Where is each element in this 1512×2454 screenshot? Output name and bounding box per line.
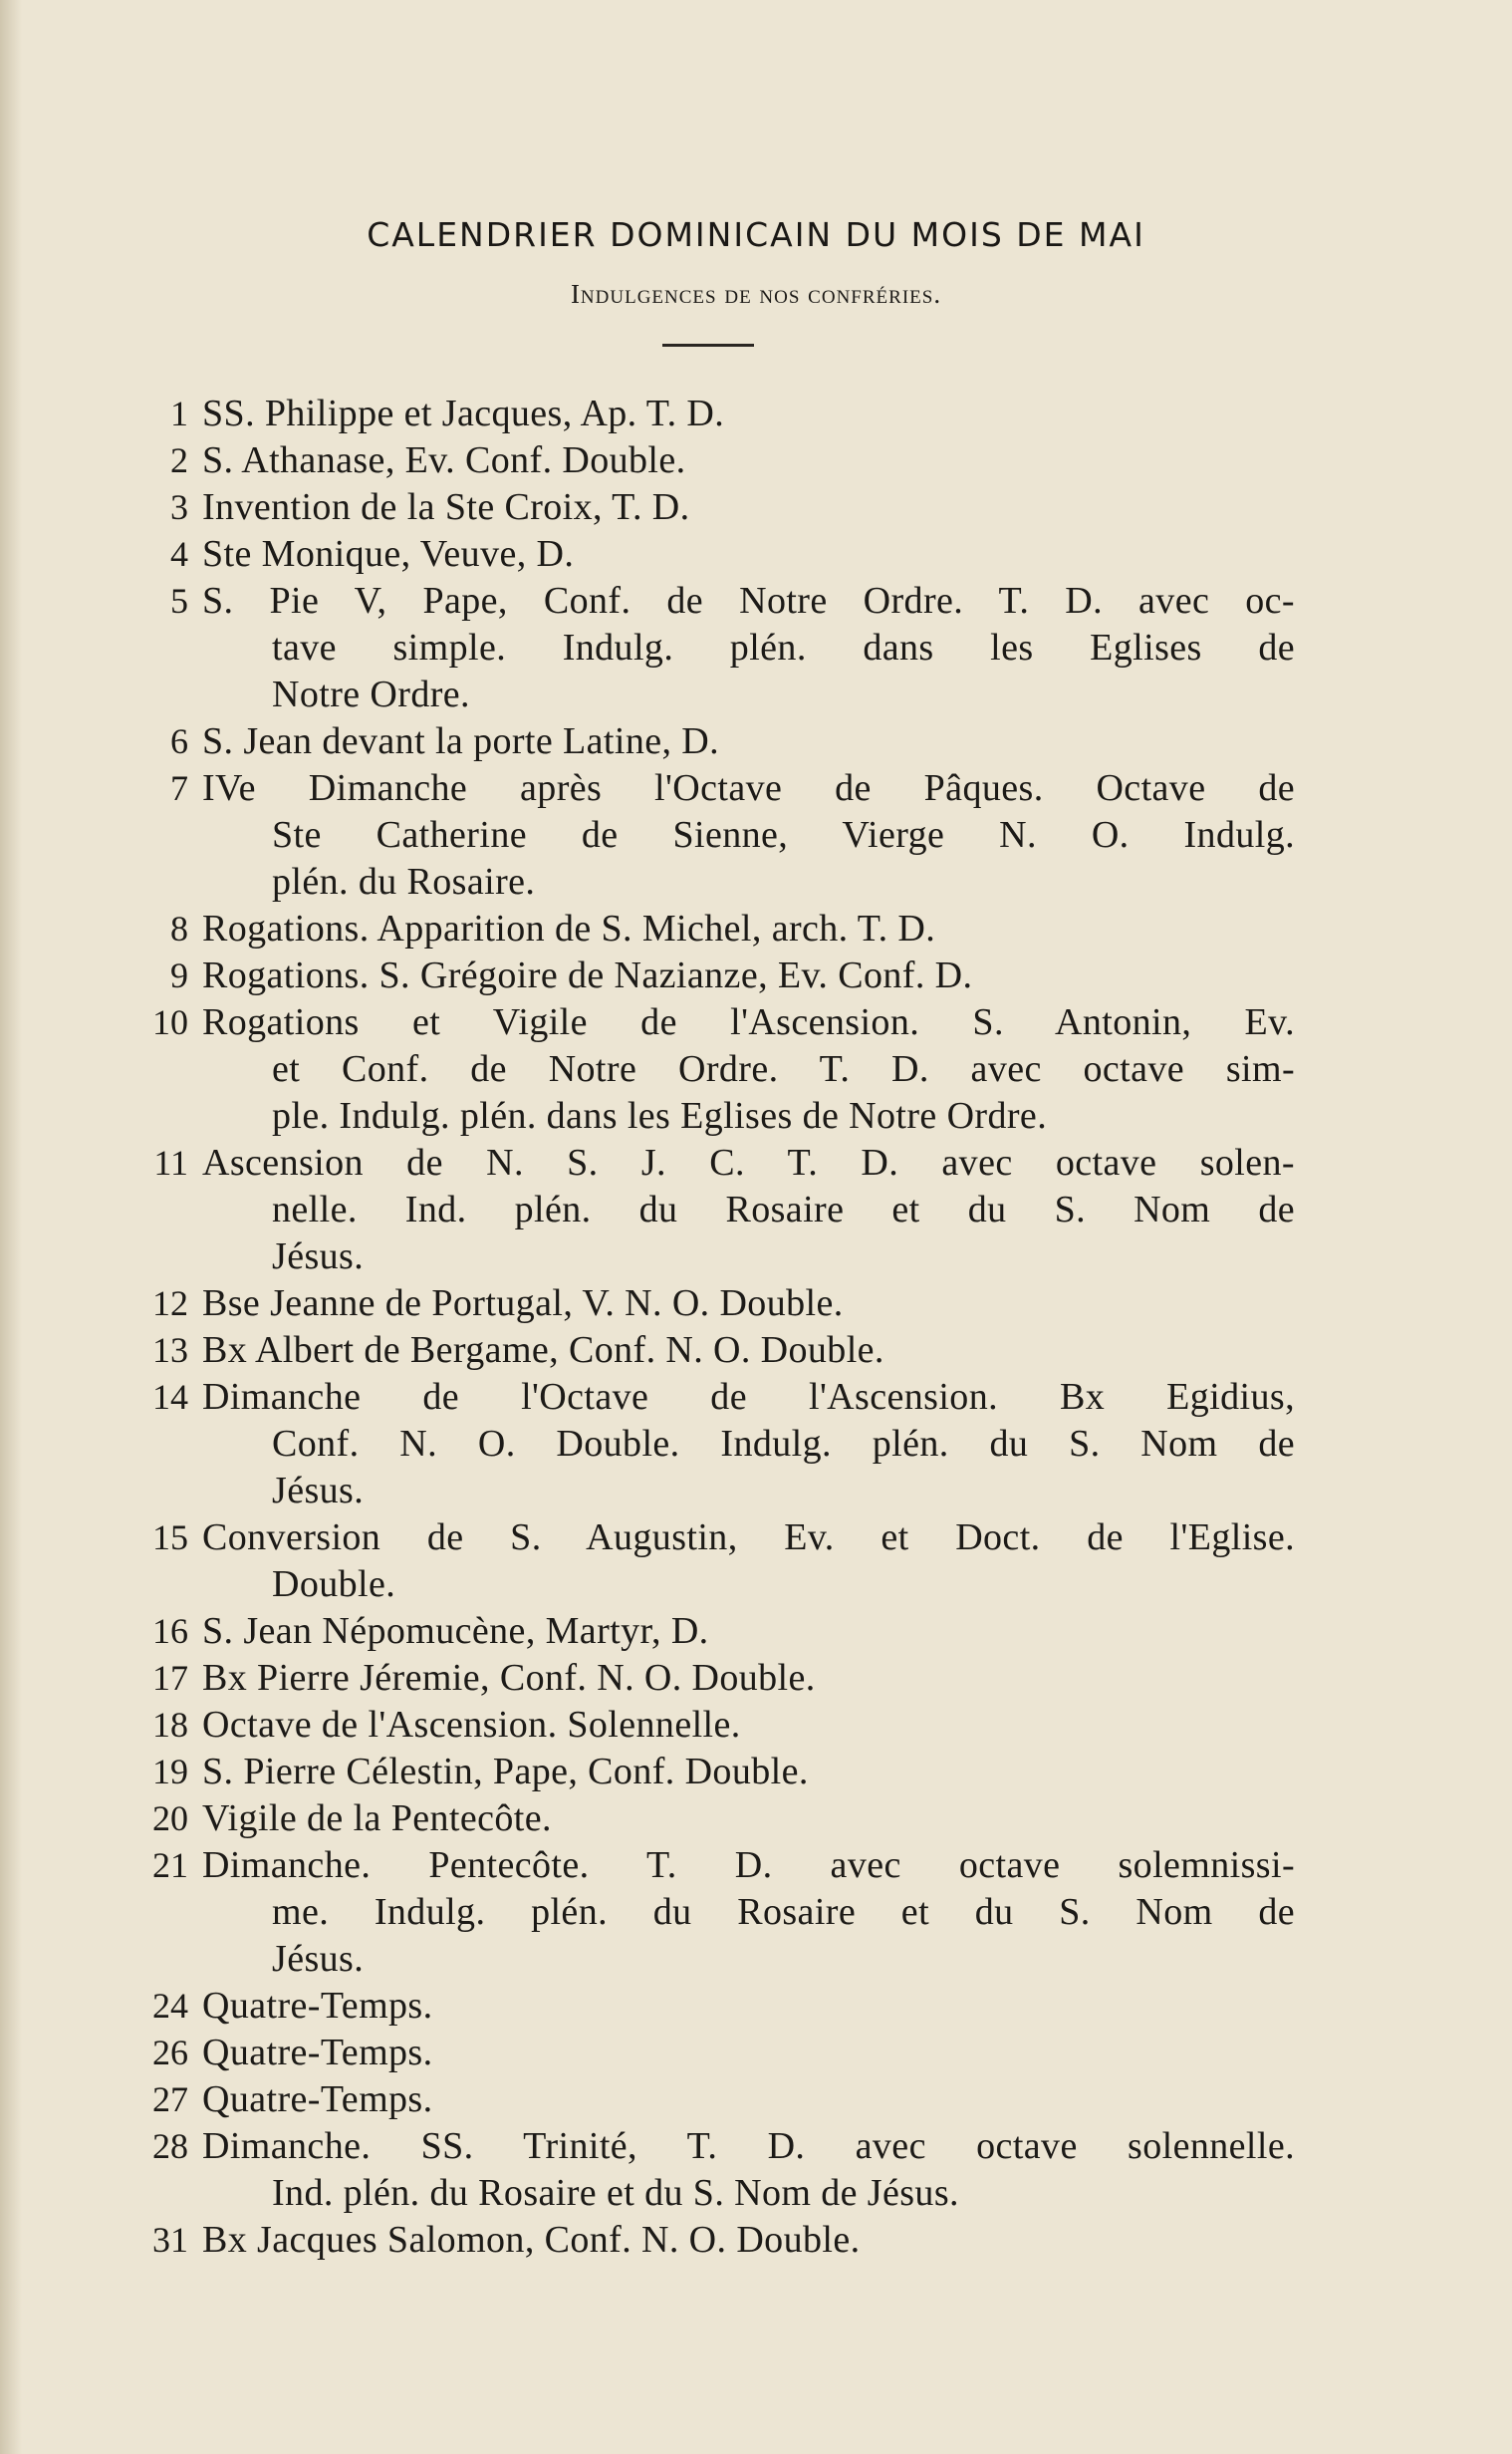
entry-text-line: et Conf. de Notre Ordre. T. D. avec octave sim- xyxy=(272,1048,1295,1090)
entry-text-line: Notre Ordre. xyxy=(272,674,470,715)
entry-day: 27 xyxy=(152,2079,188,2119)
calendar-entry xyxy=(105,2217,1295,2264)
entry-text-line: S. Pie V, Pape, Conf. de Notre Ordre. T. D. avec oc- xyxy=(202,580,1295,622)
calendar-entry xyxy=(105,1702,1295,1749)
calendar-entry xyxy=(105,718,1295,765)
entry-text-line: Ascension de N. S. J. C. T. D. avec octave solen- xyxy=(202,1142,1295,1184)
page-subtitle: Indulgences de nos confréries. xyxy=(570,279,942,309)
entry-day: 17 xyxy=(152,1658,188,1698)
entry-text-line: Bx Albert de Bergame, Conf. N. O. Double. xyxy=(202,1329,884,1371)
calendar-entry xyxy=(105,906,1295,953)
entry-day: 3 xyxy=(170,487,188,527)
entry-day: 20 xyxy=(152,1798,188,1838)
entry-text-line: Conversion de S. Augustin, Ev. et Doct. de l'Eglise. xyxy=(202,1516,1295,1558)
calendar-entry xyxy=(105,1749,1295,1795)
entry-text-line: Octave de l'Ascension. Solennelle. xyxy=(202,1704,741,1746)
entry-text-line: Bx Pierre Jéremie, Conf. N. O. Double. xyxy=(202,1657,816,1699)
entry-text-line: Quatre-Temps. xyxy=(202,2032,433,2073)
entry-text-line: tave simple. Indulg. plén. dans les Eglises de xyxy=(272,627,1295,669)
calendar-entry xyxy=(105,391,1295,437)
calendar-entry xyxy=(105,484,1295,531)
entry-text-line: Bx Jacques Salomon, Conf. N. O. Double. xyxy=(202,2219,861,2261)
entry-text-line: Dimanche. SS. Trinité, T. D. avec octave solennelle. xyxy=(202,2125,1295,2167)
entry-text-line: SS. Philippe et Jacques, Ap. T. D. xyxy=(202,393,725,434)
calendar-entry xyxy=(105,2030,1295,2076)
entry-day: 24 xyxy=(152,1986,188,2026)
calendar-entry xyxy=(105,999,1295,1140)
entry-text-line: Double. xyxy=(272,1563,396,1605)
entry-text-line: me. Indulg. plén. du Rosaire et du S. Nom de xyxy=(272,1891,1295,1933)
entry-text-line: Bse Jeanne de Portugal, V. N. O. Double. xyxy=(202,1282,844,1324)
entry-day: 31 xyxy=(152,2220,188,2260)
calendar-entry xyxy=(105,2123,1295,2217)
calendar-entry xyxy=(105,2076,1295,2123)
entry-text-line: Invention de la Ste Croix, T. D. xyxy=(202,486,690,528)
calendar-entry xyxy=(105,953,1295,999)
calendar-entry xyxy=(105,1327,1295,1374)
entry-text-line: S. Jean devant la porte Latine, D. xyxy=(202,720,720,762)
calendar-entry xyxy=(105,1140,1295,1280)
entry-text-line: Jésus. xyxy=(272,1470,365,1511)
calendar-entry xyxy=(105,437,1295,484)
calendar-entry xyxy=(105,531,1295,578)
entry-day: 7 xyxy=(170,768,188,808)
entry-day: 28 xyxy=(152,2126,188,2166)
entry-day: 13 xyxy=(152,1330,188,1370)
calendar-entry xyxy=(105,578,1295,718)
entry-day: 18 xyxy=(152,1705,188,1745)
calendar-entry xyxy=(105,1795,1295,1842)
entry-text-line: nelle. Ind. plén. du Rosaire et du S. Nom de xyxy=(272,1189,1295,1230)
entry-text-line: Dimanche de l'Octave de l'Ascension. Bx Egidius, xyxy=(202,1376,1295,1418)
entry-day: 11 xyxy=(153,1143,188,1183)
entry-day: 6 xyxy=(170,721,188,761)
entry-text-line: Quatre-Temps. xyxy=(202,1985,433,2027)
entry-day: 26 xyxy=(152,2033,188,2072)
calendar-entry xyxy=(105,1514,1295,1608)
calendar-entry xyxy=(105,1608,1295,1655)
entry-text-line: S. Jean Népomucène, Martyr, D. xyxy=(202,1610,709,1652)
entry-text-line: ple. Indulg. plén. dans les Eglises de Notre Ordre. xyxy=(272,1095,1048,1137)
entry-day: 10 xyxy=(152,1002,188,1042)
entry-text-line: Rogations et Vigile de l'Ascension. S. Antonin, Ev. xyxy=(202,1001,1295,1043)
entry-text-line: S. Athanase, Ev. Conf. Double. xyxy=(202,439,686,481)
entry-text-line: Jésus. xyxy=(272,1938,365,1980)
calendar-entry xyxy=(105,765,1295,906)
entry-text-line: Jésus. xyxy=(272,1235,365,1277)
entry-text-line: Vigile de la Pentecôte. xyxy=(202,1797,552,1839)
entry-day: 16 xyxy=(152,1611,188,1651)
entry-text-line: Ind. plén. du Rosaire et du S. Nom de Jésus. xyxy=(272,2172,959,2214)
calendar-entry xyxy=(105,1655,1295,1702)
entry-text-line: Ste Catherine de Sienne, Vierge N. O. Indulg. xyxy=(272,814,1295,856)
entry-text-line: Ste Monique, Veuve, D. xyxy=(202,533,575,575)
entry-day: 9 xyxy=(170,955,188,995)
divider-rule xyxy=(662,344,754,347)
entry-text-line: S. Pierre Célestin, Pape, Conf. Double. xyxy=(202,1751,809,1792)
entry-text-line: IVe Dimanche après l'Octave de Pâques. Octave de xyxy=(202,767,1295,809)
entry-text-line: Conf. N. O. Double. Indulg. plén. du S. Nom de xyxy=(272,1423,1295,1465)
entry-text-line: Rogations. Apparition de S. Michel, arch. T. D. xyxy=(202,908,936,950)
entry-text-line: Dimanche. Pentecôte. T. D. avec octave solemnissi- xyxy=(202,1844,1295,1886)
page-edge xyxy=(0,0,22,2454)
calendar-entry xyxy=(105,1842,1295,1983)
calendar-entry xyxy=(105,1374,1295,1514)
entry-day: 4 xyxy=(170,534,188,574)
entry-day: 21 xyxy=(152,1845,188,1885)
entry-day: 19 xyxy=(152,1752,188,1791)
calendar-list xyxy=(105,391,1295,2264)
entry-day: 5 xyxy=(170,581,188,621)
entry-text-line: Rogations. S. Grégoire de Nazianze, Ev. Conf. D. xyxy=(202,954,973,996)
entry-text-line: plén. du Rosaire. xyxy=(272,861,536,903)
entry-day: 14 xyxy=(152,1377,188,1417)
entry-day: 8 xyxy=(170,909,188,949)
entry-day: 12 xyxy=(152,1283,188,1323)
calendar-entry xyxy=(105,1983,1295,2030)
entry-day: 1 xyxy=(170,394,188,433)
entry-day: 2 xyxy=(170,440,188,480)
entry-text-line: Quatre-Temps. xyxy=(202,2078,433,2120)
entry-day: 15 xyxy=(152,1517,188,1557)
page-title: CALENDRIER DOMINICAIN DU MOIS DE MAI xyxy=(367,215,1145,254)
calendar-entry xyxy=(105,1280,1295,1327)
